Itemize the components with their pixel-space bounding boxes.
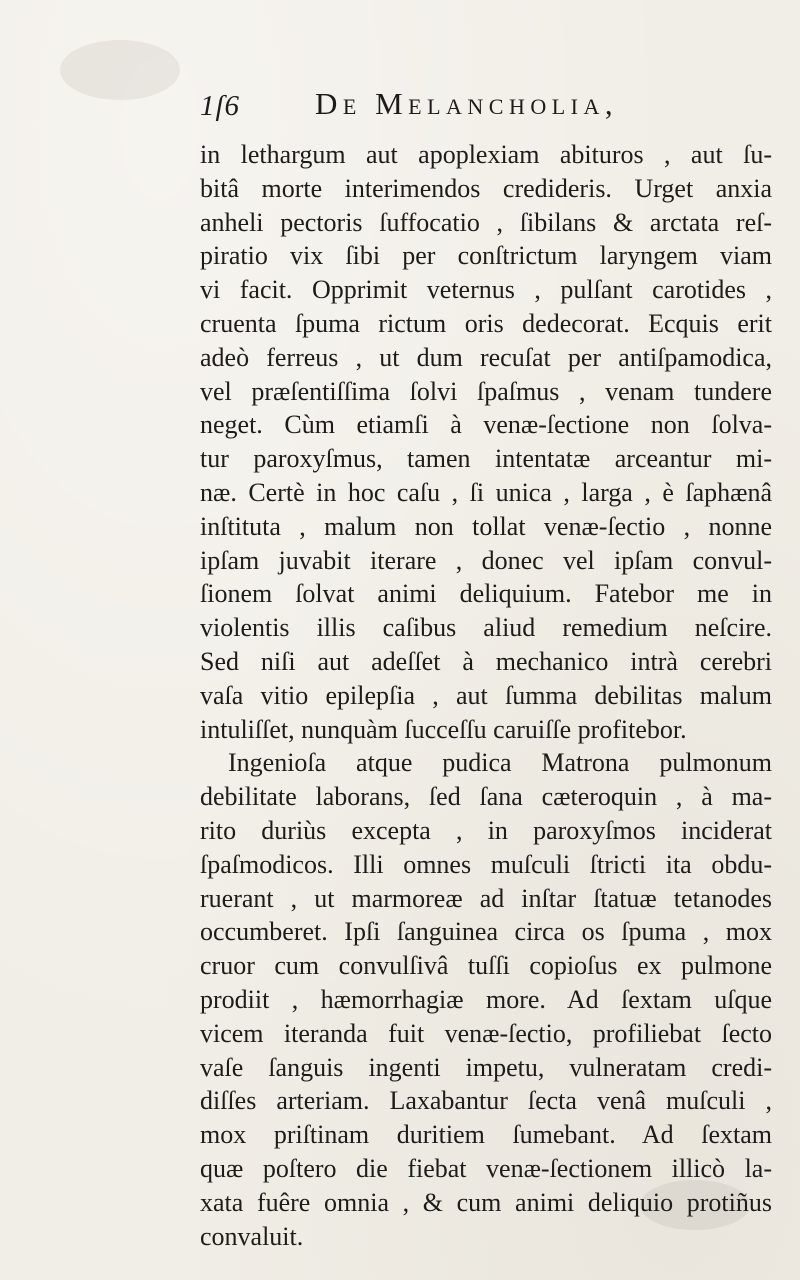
text-line: convaluit. <box>200 1221 304 1251</box>
text-line: bitâ morte interimendos credideris. Urget anxia <box>200 173 772 203</box>
text-line: adeò ferreus , ut dum recuſat per antiſpamodica, <box>200 342 772 372</box>
text-line: cruenta ſpuma rictum oris dedecorat. Ecquis erit <box>200 308 772 338</box>
page-header <box>200 86 760 126</box>
text-line: vi facit. Opprimit veternus , pulſant carotides , <box>200 275 772 305</box>
text-line: violentis illis caſibus aliud remedium neſcire. <box>200 613 772 643</box>
text-line: Sed niſi aut adeſſet à mechanico intrà cerebri <box>200 646 772 676</box>
text-line: ipſam juvabit iterare , donec vel ipſam convul- <box>200 545 772 575</box>
text-line: rito duriùs excepta , in paroxyſmos inciderat <box>200 815 772 845</box>
body-text <box>200 138 772 1253</box>
text-line: debilitate laborans, ſed ſana cæteroquin , à ma- <box>200 782 772 812</box>
text-line: vel præſentiſſima ſolvi ſpaſmus , venam tundere <box>200 376 772 406</box>
running-head: De Melancholia, <box>315 86 619 121</box>
text-line: occumberet. Ipſi ſanguinea circa os ſpuma , mox <box>200 917 772 947</box>
text-line: cruor cum convulſivâ tuſſi copioſus ex pulmone <box>200 951 772 981</box>
page-number: 1ſ6 <box>200 90 241 122</box>
text-line: piratio vix ſibi per conſtrictum laryngem viam <box>200 241 772 271</box>
text-line: anheli pectoris ſuffocatio , ſibilans & arctata reſ- <box>200 207 772 237</box>
text-line: tur paroxyſmus, tamen intentatæ arceantur mi- <box>200 444 772 474</box>
text-line: xata fuêre omnia , & cum animi deliquio protiñus <box>200 1187 772 1217</box>
paper-stain <box>60 40 180 100</box>
text-line: vicem iteranda fuit venæ-ſectio, profiliebat ſecto <box>200 1018 772 1048</box>
text-line: intuliſſet, nunquàm ſucceſſu caruiſſe profitebor. <box>200 714 687 744</box>
text-line: diſſes arteriam. Laxabantur ſecta venâ muſculi , <box>200 1086 772 1116</box>
text-line: quæ poſtero die fiebat venæ-ſectionem illicò la- <box>200 1153 772 1183</box>
text-line: vaſa vitio epilepſia , aut ſumma debilitas malum <box>200 680 772 710</box>
text-line: inſtituta , malum non tollat venæ-ſectio , nonne <box>200 511 772 541</box>
text-line: ſpaſmodicos. Illi omnes muſculi ſtricti ita obdu- <box>200 849 772 879</box>
text-line: neget. Cùm etiamſi à venæ-ſectione non ſolva- <box>200 410 772 440</box>
text-line: ſionem ſolvat animi deliquium. Fatebor me in <box>200 579 772 609</box>
text-line: ruerant , ut marmoreæ ad inſtar ſtatuæ tetanodes <box>200 883 772 913</box>
text-line: mox priſtinam duritiem ſumebant. Ad ſextam <box>200 1120 772 1150</box>
text-line: prodiit , hæmorrhagiæ more. Ad ſextam uſque <box>200 984 772 1014</box>
text-line: in lethargum aut apoplexiam abituros , aut ſu- <box>200 140 772 169</box>
text-line: næ. Certè in hoc caſu , ſi unica , larga , è ſaphænâ <box>200 477 772 507</box>
text-line: vaſe ſanguis ingenti impetu, vulneratam credi- <box>200 1052 772 1082</box>
text-line: Ingenioſa atque pudica Matrona pulmonum <box>228 748 772 778</box>
